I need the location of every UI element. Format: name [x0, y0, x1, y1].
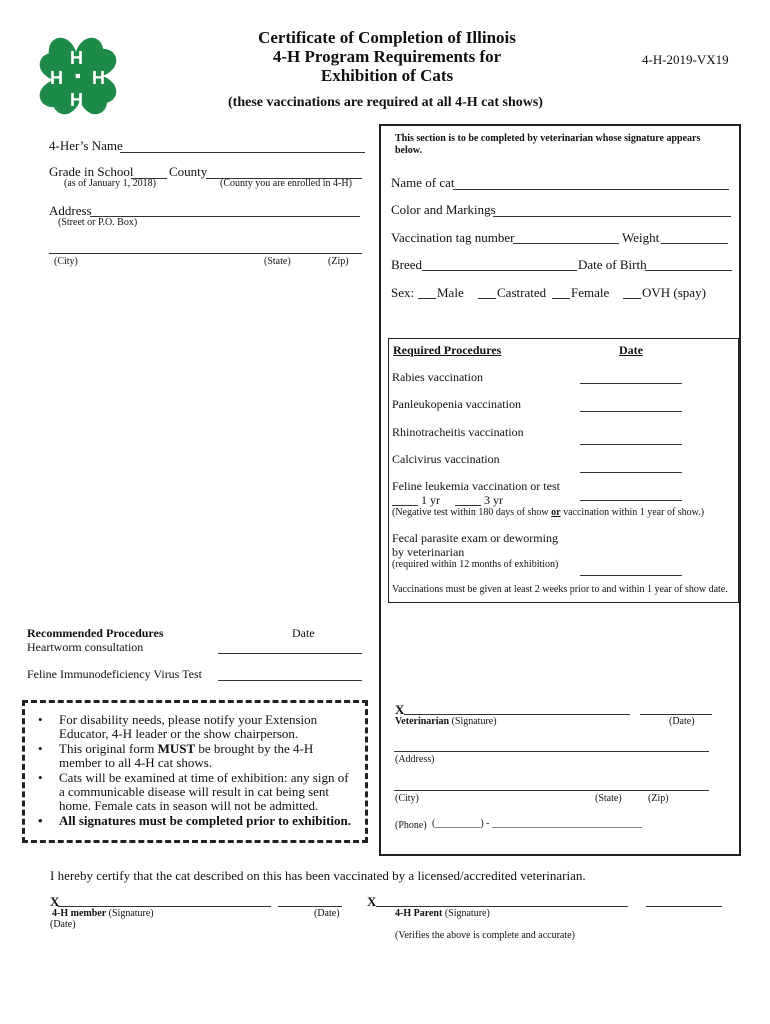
felv-1yr-blank[interactable] [392, 505, 418, 506]
fiv-date-field[interactable] [218, 680, 362, 681]
svg-text:H: H [50, 68, 63, 88]
vet-phone-caption: (Phone) [395, 820, 427, 831]
member-sign-x: X [50, 894, 60, 909]
vet-address-field[interactable] [394, 751, 709, 752]
address-label: Address [49, 203, 92, 218]
note-original-form-c: be brought by the 4-H member to all 4-H cat shows. [59, 741, 314, 770]
grade-note: (as of January 1, 2018) [64, 178, 156, 189]
member-caption-sig: (Signature) [106, 908, 154, 919]
note-original-form-must: MUST [157, 741, 196, 756]
note-examination: • Cats will be examined at time of exhibition: any sign of a communicable disease will result in cat being sent home. Female cats in season will not be admitted. [59, 771, 355, 813]
recommended-title: Recommended Procedures [27, 626, 164, 640]
note-disability: • For disability needs, please notify your Extension Educator, 4-H leader or the show chairperson. [59, 713, 355, 741]
title-line-1: Certificate of Completion of Illinois [258, 28, 516, 47]
cat-name-label: Name of cat [391, 175, 455, 190]
clover-icon [36, 34, 122, 118]
subtitle: (these vaccinations are required at all 4-H cat shows) [228, 95, 543, 110]
sex-male-option: Male [437, 285, 464, 300]
svg-text:H: H [70, 90, 83, 110]
rabies-date-field[interactable] [580, 383, 682, 384]
notes-box [22, 700, 368, 843]
vet-state-caption: (State) [595, 793, 622, 804]
felv-note-or: or [551, 507, 561, 518]
vet-phone-field[interactable]: (_________) - ______________________________ [432, 818, 642, 829]
felv-note-part-a: (Negative test within 180 days of show [392, 507, 552, 518]
vet-date-caption: (Date) [669, 716, 695, 727]
parent-signature-caption [395, 908, 490, 919]
required-date-header: Date [619, 343, 643, 357]
vet-address-caption: (Address) [395, 754, 435, 765]
vet-sign-x: X [395, 702, 405, 717]
rhino-label: Rhinotracheitis vaccination [392, 425, 524, 439]
fecal-date-field[interactable] [580, 575, 682, 576]
state-note: (State) [264, 256, 291, 267]
vet-zip-caption: (Zip) [648, 793, 669, 804]
felv-note-part-b: vaccination within 1 year of show.) [560, 507, 705, 518]
color-field[interactable] [493, 216, 731, 217]
grade-label: Grade in School [49, 164, 134, 179]
member-date-caption-2: (Date) [50, 919, 76, 930]
color-label: Color and Markings [391, 202, 496, 217]
panleukopenia-date-field[interactable] [580, 411, 682, 412]
vet-city-caption: (City) [395, 793, 419, 804]
heartworm-label: Heartworm consultation [27, 640, 144, 654]
timing-note: Vaccinations must be given at least 2 weeks prior to and within 1 year of show date. [392, 584, 728, 595]
felv-3yr-blank[interactable] [455, 505, 481, 506]
title-line-3: Exhibition of Cats [320, 66, 454, 85]
fecal-label-line-1: Fecal parasite exam or deworming [392, 531, 558, 545]
rhino-date-field[interactable] [580, 444, 682, 445]
parent-verifies-note: (Verifies the above is complete and accurate) [395, 930, 575, 941]
county-note: (County you are enrolled in 4-H) [220, 178, 352, 189]
sex-male-blank[interactable] [418, 298, 436, 299]
page-title [200, 28, 574, 85]
vet-section-note: This section is to be completed by veterinarian whose signature appears below. [395, 133, 701, 156]
weight-label: Weight [622, 230, 660, 245]
sex-spay-blank[interactable] [623, 298, 641, 299]
felv-note [392, 507, 704, 518]
required-procedures-header: Required Procedures [393, 343, 502, 357]
rabies-label: Rabies vaccination [392, 370, 483, 384]
sex-label: Sex: [391, 285, 415, 300]
fiv-label: Feline Immunodeficiency Virus Test [27, 667, 202, 681]
sex-spay-option: OVH (spay) [642, 285, 706, 300]
member-caption-bold: 4-H member [52, 908, 107, 919]
county-label: County [169, 164, 208, 179]
name-field[interactable] [120, 152, 365, 153]
note-signatures: • All signatures must be completed prior to exhibition. [59, 814, 355, 828]
member-date-caption: (Date) [314, 908, 340, 919]
member-signature-field[interactable] [58, 906, 271, 907]
note-original-form [59, 742, 355, 770]
fecal-note: (required within 12 months of exhibition) [392, 559, 559, 570]
vet-city-field[interactable] [394, 790, 709, 791]
sex-castrated-option: Castrated [497, 285, 547, 300]
breed-field[interactable] [422, 270, 577, 271]
calici-date-field[interactable] [580, 472, 682, 473]
svg-text:H: H [70, 48, 83, 68]
vet-signature-field[interactable] [404, 714, 630, 715]
felv-1yr-option: 1 yr [421, 493, 440, 507]
sex-female-option: Female [571, 285, 610, 300]
parent-sign-x: X [367, 894, 377, 909]
sex-female-blank[interactable] [552, 298, 570, 299]
city-state-zip-field[interactable] [49, 253, 362, 254]
member-date-field[interactable] [278, 906, 342, 907]
parent-caption-bold: 4-H Parent [395, 908, 443, 919]
recommended-date-label: Date [292, 626, 315, 640]
svg-text:H: H [92, 68, 105, 88]
felv-date-field[interactable] [580, 500, 682, 501]
notes-list [35, 713, 355, 828]
certify-statement: I hereby certify that the cat described on this has been vaccinated by a licensed/accredited veterinarian. [50, 868, 586, 883]
parent-date-field[interactable] [646, 906, 722, 907]
parent-caption-sig: (Signature) [442, 908, 490, 919]
felv-label: Feline leukemia vaccination or test [392, 479, 560, 493]
tag-label: Vaccination tag number [391, 230, 515, 245]
title-line-2: 4-H Program Requirements for [272, 47, 502, 66]
parent-signature-field[interactable] [376, 906, 628, 907]
felv-3yr-option: 3 yr [484, 493, 503, 507]
zip-note: (Zip) [328, 256, 349, 267]
calici-label: Calcivirus vaccination [392, 452, 500, 466]
tag-field[interactable] [513, 243, 619, 244]
sex-castrated-blank[interactable] [478, 298, 496, 299]
weight-field[interactable] [661, 243, 728, 244]
address-note: (Street or P.O. Box) [58, 217, 138, 228]
dob-label: Date of Birth [578, 257, 647, 272]
vet-caption-sig: (Signature) [449, 716, 497, 727]
fecal-label [392, 531, 558, 559]
note-original-form-a: This original form [59, 741, 158, 756]
form-code: 4-H-2019-VX19 [642, 52, 729, 67]
vet-date-field[interactable] [640, 714, 712, 715]
member-signature-caption [52, 908, 154, 919]
cat-name-field[interactable] [453, 189, 729, 190]
heartworm-date-field[interactable] [218, 653, 362, 654]
breed-label: Breed [391, 257, 423, 272]
4h-clover-logo [36, 34, 122, 118]
dob-field[interactable] [645, 270, 732, 271]
city-note: (City) [54, 256, 78, 267]
panleukopenia-label: Panleukopenia vaccination [392, 397, 521, 411]
vet-caption-bold: Veterinarian [395, 716, 450, 727]
name-label: 4-Her’s Name [49, 138, 123, 153]
vet-signature-caption [395, 716, 497, 727]
fecal-label-line-2: by veterinarian [392, 545, 465, 559]
